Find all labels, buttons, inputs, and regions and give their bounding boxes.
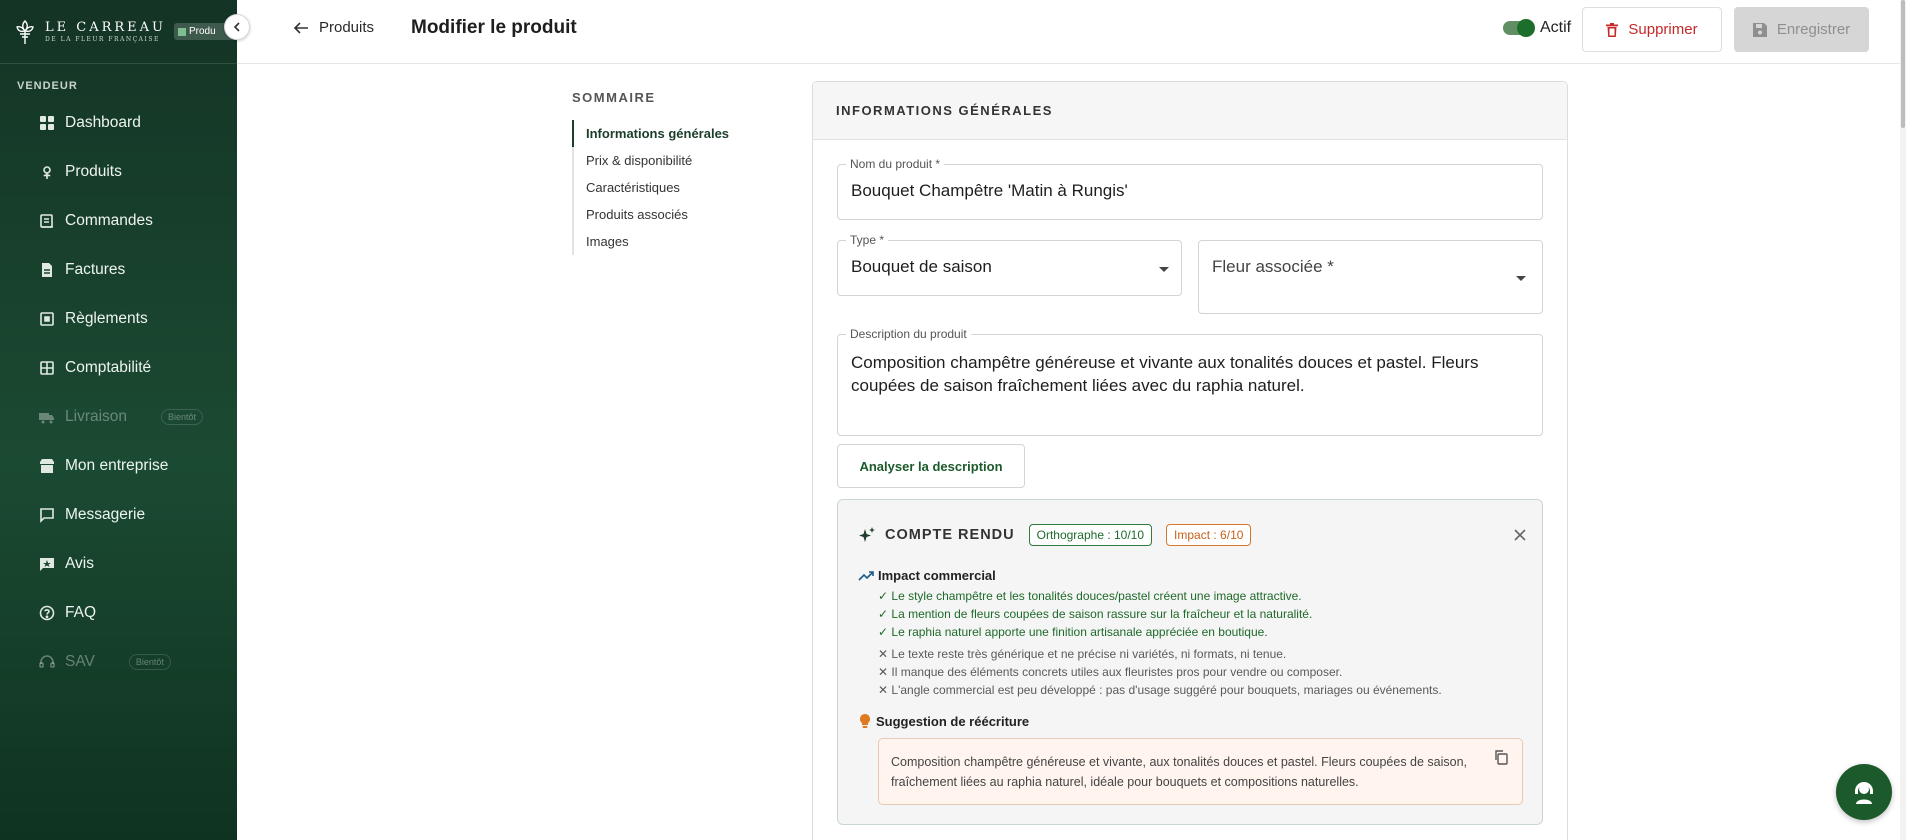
description-label: Description du produit bbox=[846, 327, 971, 341]
trending-up-icon bbox=[858, 570, 874, 582]
associated-flower-placeholder: Fleur associée * bbox=[1212, 257, 1334, 276]
support-icon bbox=[39, 654, 55, 670]
sidebar-item-label: Factures bbox=[65, 260, 126, 278]
brand bbox=[0, 0, 237, 64]
summary-item-prix[interactable]: Prix & disponibilité bbox=[586, 153, 693, 168]
badge-square-icon bbox=[178, 28, 186, 36]
back-link-label: Produits bbox=[319, 19, 375, 36]
back-to-products-link[interactable] bbox=[293, 19, 374, 36]
suggestion-text: Composition champêtre généreuse et vivante, aux tonalités douces et pastel. Fleurs coupées de saison, fraîchement liées au raphia naturel, idéale pour bouquets et compositions naturelles. bbox=[891, 755, 1468, 789]
spelling-score-chip: Orthographe : 10/10 bbox=[1029, 524, 1152, 546]
orders-icon bbox=[39, 213, 55, 229]
type-label: Type * bbox=[846, 233, 888, 247]
sidebar-item-label: Dashboard bbox=[65, 113, 141, 131]
close-icon[interactable] bbox=[1514, 529, 1526, 541]
sidebar-item-label: Produits bbox=[65, 162, 122, 180]
sidebar-item-commandes[interactable] bbox=[0, 196, 237, 245]
page-title: Modifier le produit bbox=[411, 17, 577, 38]
sidebar-collapse-button[interactable] bbox=[224, 14, 250, 40]
store-icon bbox=[39, 458, 55, 474]
description-value: Composition champêtre généreuse et vivante aux tonalités douces et pastel. Fleurs coupées de saison fraîchement liées avec du raphia naturel. bbox=[851, 353, 1479, 395]
sidebar-item-label: Mon entreprise bbox=[65, 456, 169, 474]
sidebar-section-label: VENDEUR bbox=[17, 80, 78, 92]
invoice-icon bbox=[39, 262, 55, 278]
brand-tagline: DE LA FLEUR FRANÇAISE bbox=[45, 35, 160, 43]
truck-icon bbox=[39, 409, 55, 425]
support-agent-icon bbox=[1850, 778, 1878, 806]
coming-soon-badge: Bientôt bbox=[161, 409, 203, 425]
product-name-label: Nom du produit * bbox=[846, 157, 944, 171]
toggle-switch[interactable] bbox=[1503, 21, 1533, 35]
sidebar-item-reglements[interactable] bbox=[0, 294, 237, 343]
sidebar-item-faq[interactable] bbox=[0, 588, 237, 637]
sidebar-item-avis[interactable] bbox=[0, 539, 237, 588]
chat-icon bbox=[39, 507, 55, 523]
sidebar-item-produits[interactable] bbox=[0, 147, 237, 196]
report-header bbox=[858, 524, 1251, 546]
summary-list bbox=[572, 120, 792, 255]
impact-heading-label: Impact commercial bbox=[878, 568, 996, 583]
sidebar-item-label: Règlements bbox=[65, 309, 148, 327]
flower-icon bbox=[39, 164, 55, 180]
chevron-left-icon bbox=[233, 22, 241, 32]
negative-point: ✕ Le texte reste très générique et ne précise ni variétés, ni formats, ni tenue. bbox=[878, 647, 1287, 661]
summary-title: SOMMAIRE bbox=[572, 90, 656, 105]
suggestion-box bbox=[878, 738, 1523, 805]
negative-point: ✕ Il manque des éléments concrets utiles aux fleuristes pros pour vendre ou composer. bbox=[878, 665, 1343, 679]
support-fab-button[interactable] bbox=[1836, 764, 1892, 820]
sidebar bbox=[0, 0, 237, 840]
review-icon bbox=[39, 556, 55, 572]
sidebar-item-label: Avis bbox=[65, 554, 95, 572]
brand-badge-label: Produ bbox=[189, 26, 216, 37]
lightbulb-icon bbox=[858, 713, 872, 729]
trash-icon bbox=[1606, 23, 1618, 37]
type-select[interactable] bbox=[837, 233, 1182, 296]
impact-score-chip: Impact : 6/10 bbox=[1166, 524, 1251, 546]
scrollbar-thumb[interactable] bbox=[1901, 0, 1905, 128]
summary-item-caracteristiques[interactable]: Caractéristiques bbox=[586, 180, 680, 195]
sidebar-item-label: SAV bbox=[65, 652, 95, 670]
card-title: INFORMATIONS GÉNÉRALES bbox=[813, 82, 1567, 140]
description-textarea[interactable] bbox=[837, 327, 1543, 436]
dropdown-caret-icon bbox=[1159, 267, 1169, 272]
save-button[interactable] bbox=[1734, 7, 1869, 52]
product-name-field[interactable] bbox=[837, 157, 1543, 220]
sidebar-item-dashboard[interactable] bbox=[0, 98, 237, 147]
sidebar-item-label: FAQ bbox=[65, 603, 97, 621]
active-toggle-label: Actif bbox=[1540, 19, 1572, 36]
active-toggle[interactable] bbox=[1503, 19, 1571, 37]
help-icon bbox=[39, 605, 55, 621]
positive-points bbox=[878, 587, 1312, 641]
dashboard-icon bbox=[39, 115, 55, 131]
sidebar-item-comptabilite[interactable] bbox=[0, 343, 237, 392]
report-title: COMPTE RENDU bbox=[885, 527, 1015, 543]
negative-point: ✕ L'angle commercial est peu développé : pas d'usage suggéré pour bouquets, mariages ou événements. bbox=[878, 683, 1442, 697]
sidebar-item-label: Comptabilité bbox=[65, 358, 152, 376]
sidebar-item-mon-entreprise[interactable] bbox=[0, 441, 237, 490]
associated-flower-select[interactable] bbox=[1198, 240, 1543, 314]
save-button-label: Enregistrer bbox=[1776, 21, 1851, 38]
analyse-description-button[interactable]: Analyser la description bbox=[837, 444, 1025, 488]
brand-name: LE CARREAU bbox=[45, 19, 166, 35]
negative-points bbox=[878, 645, 1442, 699]
positive-point: ✓ La mention de fleurs coupées de saison rassure sur la fraîcheur et la naturalité. bbox=[878, 607, 1313, 621]
fleur-logo-icon bbox=[13, 18, 37, 46]
coming-soon-badge: Bientôt bbox=[129, 654, 171, 670]
delete-button[interactable] bbox=[1582, 7, 1722, 52]
impact-heading bbox=[858, 568, 996, 583]
save-icon bbox=[1753, 23, 1767, 37]
dropdown-caret-icon bbox=[1516, 276, 1526, 281]
summary-nav bbox=[572, 90, 792, 255]
summary-item-images[interactable]: Images bbox=[586, 234, 629, 249]
summary-item-informations[interactable]: Informations générales bbox=[572, 120, 792, 147]
sparkles-icon bbox=[858, 526, 876, 544]
topbar bbox=[237, 0, 1906, 64]
suggestion-heading bbox=[858, 713, 1029, 729]
sidebar-item-livraison bbox=[0, 392, 237, 441]
positive-point: ✓ Le raphia naturel apporte une finition artisanale appréciée en boutique. bbox=[878, 625, 1268, 639]
copy-icon[interactable] bbox=[1493, 749, 1509, 765]
accounting-icon bbox=[39, 360, 55, 376]
delete-button-label: Supprimer bbox=[1628, 21, 1698, 38]
arrow-left-icon bbox=[293, 21, 309, 35]
suggestion-heading-label: Suggestion de réécriture bbox=[876, 713, 1030, 729]
toggle-knob bbox=[1517, 19, 1535, 37]
sidebar-item-factures[interactable] bbox=[0, 245, 237, 294]
general-info-card bbox=[812, 81, 1568, 840]
type-value: Bouquet de saison bbox=[851, 257, 992, 276]
product-name-value: Bouquet Champêtre 'Matin à Rungis' bbox=[851, 181, 1128, 200]
sidebar-item-label: Commandes bbox=[65, 211, 153, 229]
summary-item-produits-associes[interactable]: Produits associés bbox=[586, 207, 688, 222]
sidebar-item-messagerie[interactable] bbox=[0, 490, 237, 539]
sidebar-item-label: Messagerie bbox=[65, 505, 146, 523]
positive-point: ✓ Le style champêtre et les tonalités douces/pastel créent une image attractive. bbox=[878, 589, 1302, 603]
payments-icon bbox=[39, 311, 55, 327]
report-panel bbox=[837, 499, 1543, 825]
sidebar-item-label: Livraison bbox=[65, 407, 128, 425]
sidebar-item-sav bbox=[0, 637, 237, 686]
sidebar-nav bbox=[0, 98, 237, 686]
scrollbar[interactable] bbox=[1900, 0, 1906, 840]
